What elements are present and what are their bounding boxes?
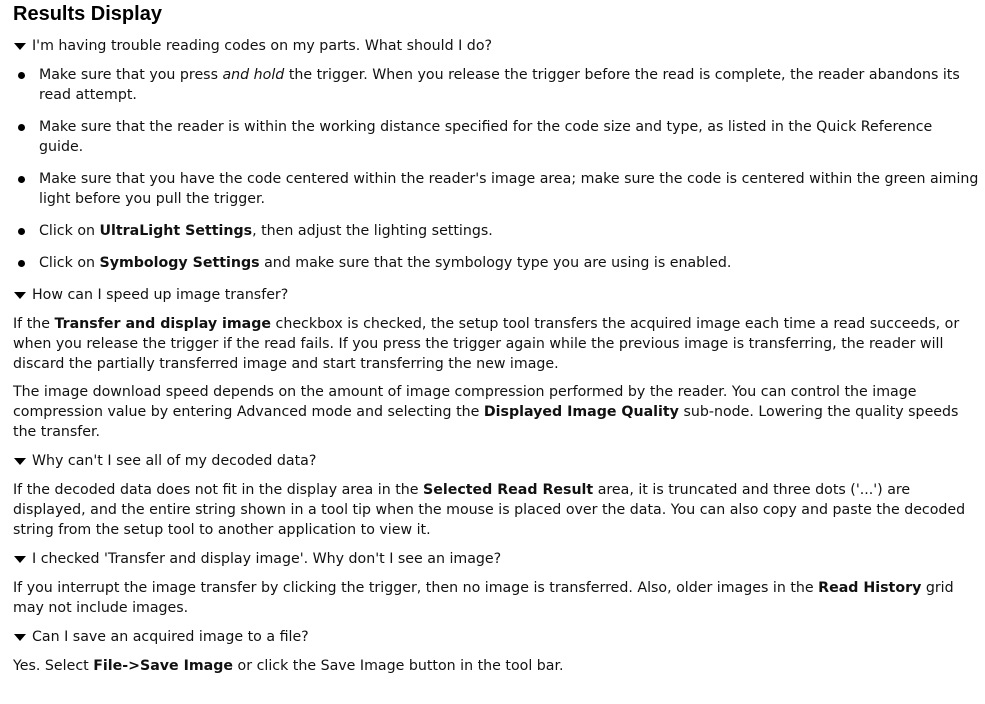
text-segment: grid may not include images. — [13, 580, 954, 616]
expand-triangle-icon[interactable] — [14, 634, 26, 641]
list-item — [13, 221, 979, 241]
faq-question-speed-up-transfer[interactable] — [13, 285, 979, 305]
answer-paragraph — [13, 382, 979, 442]
expand-triangle-icon[interactable] — [14, 556, 26, 563]
text-segment: Make sure that you press — [39, 67, 223, 83]
list-item — [13, 65, 979, 105]
text-segment: Click on — [39, 255, 100, 271]
text-segment: the trigger. When you release the trigger before the read is complete, the reader abandons its read attempt. — [39, 67, 960, 103]
text-segment: Yes. Select — [13, 658, 94, 674]
faq-question-reading-codes[interactable] — [13, 36, 979, 56]
text-segment: checkbox is checked, the setup tool transfers the acquired image each time a read succeeds, or when you release the trigger if the read fails. If you press the trigger again while the previous image is transferring, the reader will discard the partially transferred image and start transferring the new image. — [13, 316, 960, 372]
list-item — [13, 253, 979, 273]
text-segment: or click the Save Image button in the tool bar. — [233, 658, 564, 674]
faq-question-decoded-data[interactable] — [13, 451, 979, 471]
transfer-display-image-term: Transfer and display image — [54, 316, 272, 332]
text-segment: If the decoded data does not fit in the display area in the — [13, 482, 423, 498]
expand-triangle-icon[interactable] — [14, 458, 26, 465]
list-item — [13, 117, 979, 157]
text-segment: and make sure that the symbology type you are using is enabled. — [259, 255, 732, 271]
text-segment: If you interrupt the image transfer by clicking the trigger, then no image is transferred. Also, older images in the — [13, 580, 819, 596]
faq-question-no-image[interactable] — [13, 549, 979, 569]
answer-paragraph — [13, 314, 979, 374]
text-segment: sub-node. Lowering the quality speeds the transfer. — [13, 404, 959, 440]
text-segment: Make sure that you have the code centered within the reader's image area; make sure the code is centered within the green aiming light before you pull the trigger. — [39, 171, 979, 207]
text-segment: If the — [13, 316, 55, 332]
question-text: Why can't I see all of my decoded data? — [32, 453, 317, 469]
list-item — [13, 169, 979, 209]
text-segment: Click on — [39, 223, 100, 239]
emphasis-text: and hold — [222, 67, 285, 83]
read-history-term: Read History — [818, 580, 922, 596]
page-title: Results Display — [13, 3, 162, 25]
question-text: I'm having trouble reading codes on my parts. What should I do? — [32, 38, 493, 54]
question-text: Can I save an acquired image to a file? — [32, 629, 309, 645]
symbology-settings-term: Symbology Settings — [99, 255, 260, 271]
text-segment: , then adjust the lighting settings. — [252, 223, 493, 239]
ultralight-settings-term: UltraLight Settings — [99, 223, 253, 239]
text-segment: The image download speed depends on the amount of image compression performed by the reader. You can control the image compression value by entering Advanced mode and selecting the — [13, 384, 917, 420]
displayed-image-quality-term: Displayed Image Quality — [483, 404, 679, 420]
text-segment: Make sure that the reader is within the working distance specified for the code size and type, as listed in the Quick Reference guide. — [39, 119, 933, 155]
answer-paragraph — [13, 480, 979, 540]
expand-triangle-icon[interactable] — [14, 43, 26, 50]
question-text: I checked 'Transfer and display image'. Why don't I see an image? — [32, 551, 502, 567]
file-save-image-term: File->Save Image — [93, 658, 234, 674]
selected-read-result-term: Selected Read Result — [423, 482, 594, 498]
faq-question-save-image[interactable] — [13, 627, 979, 647]
text-segment: area, it is truncated and three dots ('...') are displayed, and the entire string shown in a tool tip when the mouse is placed over the data. You can also copy and paste the decoded string from the setup tool to another application to view it. — [13, 482, 966, 538]
troubleshooting-list — [13, 65, 979, 273]
answer-paragraph — [13, 578, 979, 618]
question-text: How can I speed up image transfer? — [32, 287, 289, 303]
answer-paragraph — [13, 656, 979, 676]
expand-triangle-icon[interactable] — [14, 292, 26, 299]
